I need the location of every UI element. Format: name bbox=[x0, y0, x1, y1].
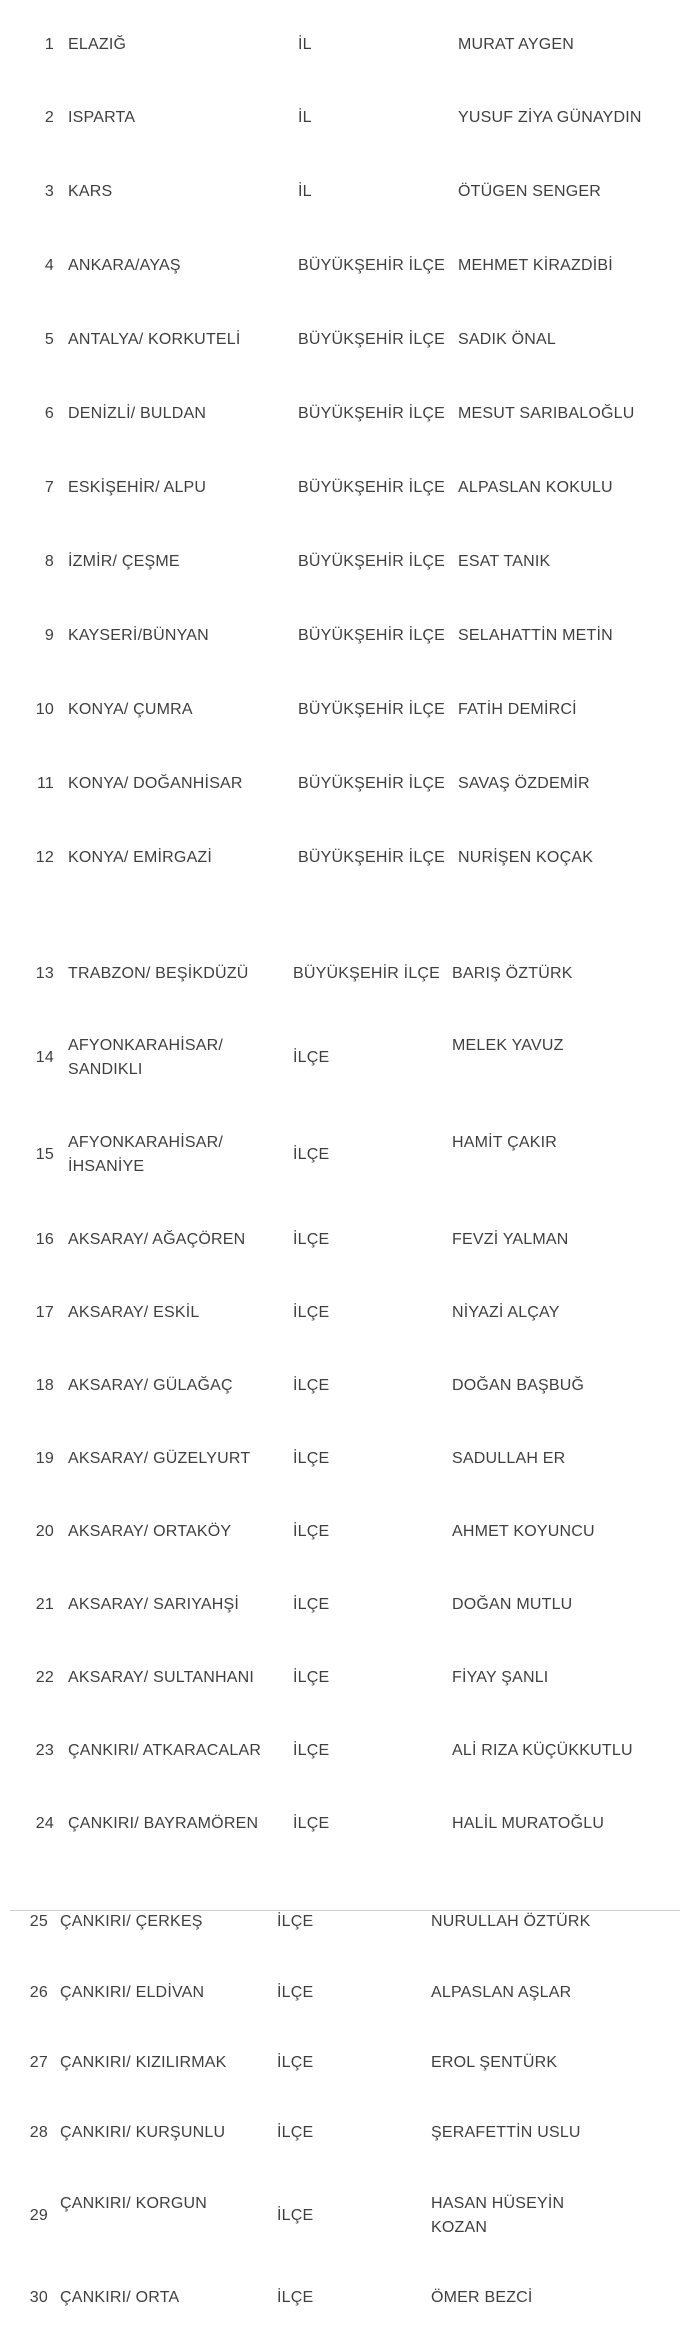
candidate-name: HASAN HÜSEYİN KOZAN bbox=[431, 2195, 565, 2236]
unit-type: İLÇE bbox=[277, 1984, 314, 2001]
table-row bbox=[0, 2286, 688, 2310]
place-name: AFYONKARAHİSAR/ İHSANİYE bbox=[68, 1134, 224, 1175]
row-number: 12 bbox=[35, 849, 54, 866]
row-number: 2 bbox=[44, 109, 54, 126]
unit-type: İLÇE bbox=[277, 1913, 314, 1930]
place-name: ESKİŞEHİR/ ALPU bbox=[68, 479, 207, 496]
place-name: ÇANKIRI/ ATKARACALAR bbox=[68, 1742, 262, 1759]
table-row bbox=[0, 476, 688, 500]
place-name: ÇANKIRI/ ELDİVAN bbox=[60, 1984, 205, 2001]
table-row bbox=[0, 698, 688, 722]
unit-type: İLÇE bbox=[293, 1815, 330, 1832]
candidate-name: SADIK ÖNAL bbox=[458, 331, 557, 348]
table-row bbox=[0, 180, 688, 204]
row-number: 24 bbox=[35, 1815, 54, 1832]
table-row bbox=[0, 1447, 688, 1471]
row-number: 28 bbox=[29, 2124, 48, 2141]
row-number: 16 bbox=[35, 1231, 54, 1248]
place-name: AKSARAY/ GÜLAĞAÇ bbox=[68, 1377, 233, 1394]
row-number: 27 bbox=[29, 2054, 48, 2071]
place-name: KARS bbox=[68, 183, 113, 200]
table-row bbox=[0, 254, 688, 278]
candidate-name: SAVAŞ ÖZDEMİR bbox=[458, 775, 590, 792]
row-number: 8 bbox=[44, 553, 54, 570]
candidate-name: SELAHATTİN METİN bbox=[458, 627, 613, 644]
unit-type: BÜYÜKŞEHİR İLÇE bbox=[298, 849, 446, 866]
row-number: 13 bbox=[35, 965, 54, 982]
unit-type: İLÇE bbox=[293, 1146, 330, 1163]
table-row bbox=[0, 1739, 688, 1763]
unit-type: İLÇE bbox=[293, 1049, 330, 1066]
candidate-name: YUSUF ZİYA GÜNAYDIN bbox=[458, 109, 642, 126]
candidate-name: MELEK YAVUZ bbox=[452, 1037, 564, 1054]
row-number: 11 bbox=[36, 775, 54, 792]
unit-type: BÜYÜKŞEHİR İLÇE bbox=[298, 701, 446, 718]
unit-type: İLÇE bbox=[293, 1742, 330, 1759]
place-name: AKSARAY/ GÜZELYURT bbox=[68, 1450, 251, 1467]
place-name: ÇANKIRI/ ORTA bbox=[60, 2289, 180, 2306]
table-row bbox=[0, 962, 688, 986]
table-row bbox=[0, 624, 688, 648]
candidate-name: EROL ŞENTÜRK bbox=[431, 2054, 558, 2071]
candidate-name: ÖTÜGEN SENGER bbox=[458, 183, 602, 200]
unit-type: İLÇE bbox=[277, 2124, 314, 2141]
table-row bbox=[0, 2192, 688, 2240]
table-row bbox=[0, 550, 688, 574]
candidate-name: MEHMET KİRAZDİBİ bbox=[458, 257, 613, 274]
place-name: KONYA/ EMİRGAZİ bbox=[68, 849, 213, 866]
row-number: 1 bbox=[44, 36, 54, 53]
unit-type: İLÇE bbox=[293, 1596, 330, 1613]
candidate-name: ÖMER BEZCİ bbox=[431, 2289, 533, 2306]
candidate-name: AHMET KOYUNCU bbox=[452, 1523, 595, 1540]
row-number: 4 bbox=[44, 257, 54, 274]
candidate-name: MURAT AYGEN bbox=[458, 36, 574, 53]
candidate-name: BARIŞ ÖZTÜRK bbox=[452, 965, 573, 982]
table-row bbox=[0, 33, 688, 57]
candidate-name: DOĞAN MUTLU bbox=[452, 1596, 573, 1613]
unit-type: BÜYÜKŞEHİR İLÇE bbox=[293, 965, 441, 982]
unit-type: İLÇE bbox=[277, 2054, 314, 2071]
unit-type: İLÇE bbox=[293, 1231, 330, 1248]
table-row bbox=[0, 772, 688, 796]
place-name: ANKARA/AYAŞ bbox=[68, 257, 181, 274]
unit-type: İLÇE bbox=[293, 1669, 330, 1686]
place-name: AKSARAY/ SULTANHANI bbox=[68, 1669, 255, 1686]
row-number: 5 bbox=[44, 331, 54, 348]
candidate-name: ALPASLAN KOKULU bbox=[458, 479, 613, 496]
candidate-name: NURULLAH ÖZTÜRK bbox=[431, 1913, 591, 1930]
candidate-name: MESUT SARIBALOĞLU bbox=[458, 405, 635, 422]
unit-type: İL bbox=[298, 183, 312, 200]
place-name: AKSARAY/ ESKİL bbox=[68, 1304, 200, 1321]
place-name: ÇANKIRI/ KORGUN bbox=[60, 2195, 208, 2212]
table-row bbox=[0, 1812, 688, 1836]
place-name: ÇANKIRI/ KIZILIRMAK bbox=[60, 2054, 227, 2071]
place-name: AFYONKARAHİSAR/ SANDIKLI bbox=[68, 1037, 224, 1078]
row-number: 15 bbox=[35, 1146, 54, 1163]
table-row bbox=[0, 1228, 688, 1252]
table-row bbox=[0, 846, 688, 870]
row-number: 19 bbox=[35, 1450, 54, 1467]
place-name: ÇANKIRI/ ÇERKEŞ bbox=[60, 1913, 203, 1930]
unit-type: BÜYÜKŞEHİR İLÇE bbox=[298, 331, 446, 348]
unit-type: İLÇE bbox=[293, 1523, 330, 1540]
place-name: KAYSERİ/BÜNYAN bbox=[68, 627, 209, 644]
place-name: KONYA/ DOĞANHİSAR bbox=[68, 775, 243, 792]
unit-type: BÜYÜKŞEHİR İLÇE bbox=[298, 405, 446, 422]
place-name: ÇANKIRI/ BAYRAMÖREN bbox=[68, 1815, 259, 1832]
row-number: 26 bbox=[29, 1984, 48, 2001]
unit-type: İLÇE bbox=[293, 1304, 330, 1321]
place-name: KONYA/ ÇUMRA bbox=[68, 701, 193, 718]
row-number: 6 bbox=[44, 405, 54, 422]
row-number: 18 bbox=[35, 1377, 54, 1394]
row-number: 17 bbox=[35, 1304, 54, 1321]
place-name: AKSARAY/ AĞAÇÖREN bbox=[68, 1231, 246, 1248]
table-row bbox=[0, 1034, 688, 1082]
candidate-name: NİYAZİ ALÇAY bbox=[452, 1304, 560, 1321]
candidate-name: HAMİT ÇAKIR bbox=[452, 1134, 558, 1151]
candidate-name: ALPASLAN AŞLAR bbox=[431, 1984, 572, 2001]
table-row bbox=[0, 2051, 688, 2075]
candidate-name: DOĞAN BAŞBUĞ bbox=[452, 1377, 585, 1394]
place-name: ISPARTA bbox=[68, 109, 136, 126]
table-row bbox=[0, 106, 688, 130]
place-name: ANTALYA/ KORKUTELİ bbox=[68, 331, 241, 348]
row-number: 10 bbox=[35, 701, 54, 718]
unit-type: İLÇE bbox=[293, 1450, 330, 1467]
place-name: İZMİR/ ÇEŞME bbox=[68, 553, 180, 570]
unit-type: İLÇE bbox=[277, 2207, 314, 2224]
place-name: AKSARAY/ SARIYAHŞİ bbox=[68, 1596, 240, 1613]
unit-type: BÜYÜKŞEHİR İLÇE bbox=[298, 479, 446, 496]
row-number: 29 bbox=[29, 2207, 48, 2224]
row-number: 9 bbox=[44, 627, 54, 644]
candidate-name: FEVZİ YALMAN bbox=[452, 1231, 569, 1248]
candidate-name: ALİ RIZA KÜÇÜKKUTLU bbox=[452, 1742, 633, 1759]
table-row bbox=[0, 1593, 688, 1617]
row-number: 25 bbox=[29, 1913, 48, 1930]
place-name: DENİZLİ/ BULDAN bbox=[68, 405, 207, 422]
table-row bbox=[0, 402, 688, 426]
place-name: AKSARAY/ ORTAKÖY bbox=[68, 1523, 232, 1540]
row-number: 3 bbox=[44, 183, 54, 200]
unit-type: BÜYÜKŞEHİR İLÇE bbox=[298, 775, 446, 792]
candidate-name: FATİH DEMİRCİ bbox=[458, 701, 577, 718]
table-row bbox=[0, 1981, 688, 2005]
row-number: 7 bbox=[44, 479, 54, 496]
unit-type: BÜYÜKŞEHİR İLÇE bbox=[298, 553, 446, 570]
table-row bbox=[0, 2121, 688, 2145]
candidate-name: NURİŞEN KOÇAK bbox=[458, 849, 594, 866]
table-row bbox=[0, 1374, 688, 1398]
place-name: ELAZIĞ bbox=[68, 36, 127, 53]
candidate-name: HALİL MURATOĞLU bbox=[452, 1815, 605, 1832]
unit-type: İL bbox=[298, 109, 312, 126]
row-number: 14 bbox=[35, 1049, 54, 1066]
unit-type: İLÇE bbox=[293, 1377, 330, 1394]
table-row bbox=[0, 1666, 688, 1690]
candidate-name: SADULLAH ER bbox=[452, 1450, 566, 1467]
row-number: 30 bbox=[29, 2289, 48, 2306]
candidate-name: ESAT TANIK bbox=[458, 553, 551, 570]
place-name: TRABZON/ BEŞİKDÜZÜ bbox=[68, 965, 249, 982]
row-number: 22 bbox=[35, 1669, 54, 1686]
table-row bbox=[0, 1910, 688, 1934]
row-number: 23 bbox=[35, 1742, 54, 1759]
section-divider bbox=[10, 1910, 680, 1911]
row-number: 21 bbox=[35, 1596, 54, 1613]
unit-type: İL bbox=[298, 36, 312, 53]
unit-type: BÜYÜKŞEHİR İLÇE bbox=[298, 627, 446, 644]
row-number: 20 bbox=[35, 1523, 54, 1540]
unit-type: BÜYÜKŞEHİR İLÇE bbox=[298, 257, 446, 274]
candidate-name: FİYAY ŞANLI bbox=[452, 1669, 549, 1686]
table-row bbox=[0, 328, 688, 352]
table-row bbox=[0, 1301, 688, 1325]
table-row bbox=[0, 1131, 688, 1179]
place-name: ÇANKIRI/ KURŞUNLU bbox=[60, 2124, 226, 2141]
unit-type: İLÇE bbox=[277, 2289, 314, 2306]
table-row bbox=[0, 1520, 688, 1544]
candidate-name: ŞERAFETTİN USLU bbox=[431, 2124, 581, 2141]
